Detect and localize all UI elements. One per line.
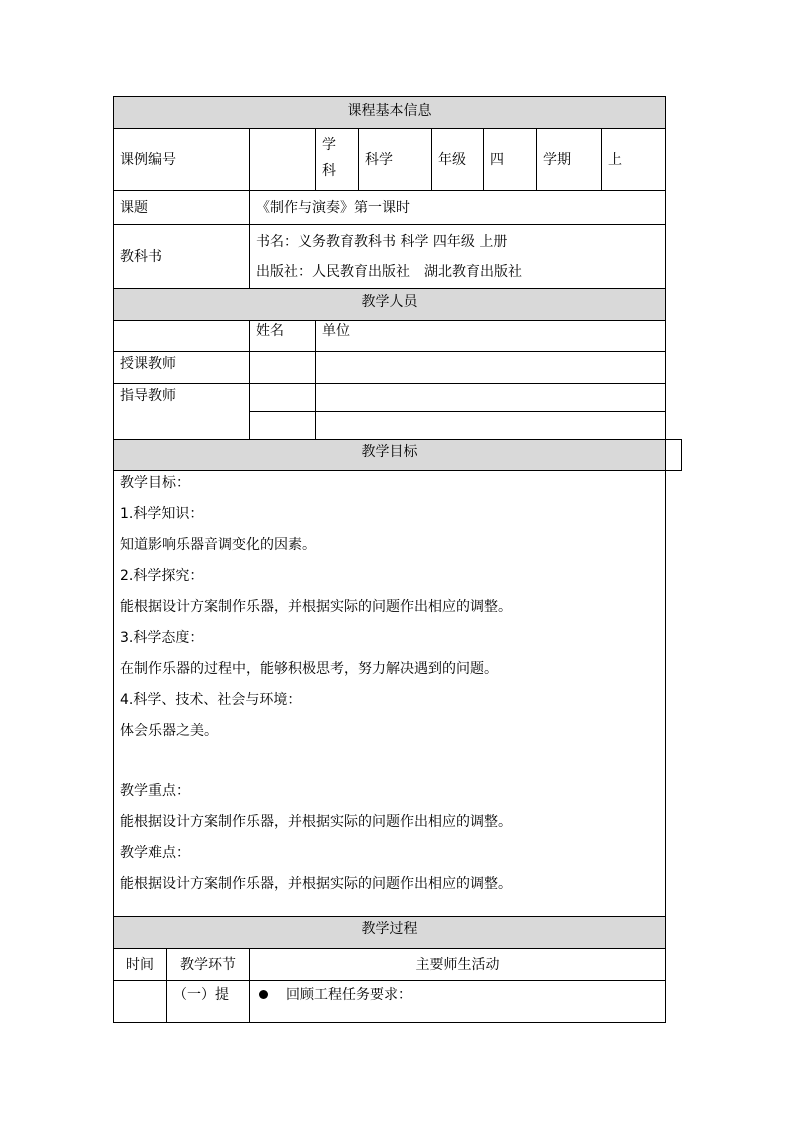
staff-corner-cell [113, 320, 250, 352]
process-header: 教学过程 [113, 916, 666, 949]
objective-inquiry-title: 2.科学探究： [120, 568, 204, 584]
row1-activity-text: 回顾工程任务要求： [286, 987, 412, 1003]
subject-label [315, 128, 359, 191]
objectives-intro: 教学目标： [120, 475, 190, 491]
mentor-unit-2 [315, 411, 666, 440]
objective-knowledge-text: 知道影响乐器音调变化的因素。 [120, 537, 316, 553]
mentor-name-2 [249, 411, 316, 440]
objective-attitude-title: 3.科学态度： [120, 630, 204, 646]
mentor-name-1 [249, 383, 316, 412]
textbook-label: 教科书 [113, 224, 250, 289]
objective-knowledge-title: 1.科学知识： [120, 506, 204, 522]
row1-stage: （一）提 [166, 980, 250, 1023]
difficulty-label: 教学难点： [120, 845, 190, 861]
mentor-label: 指导教师 [113, 383, 250, 440]
basic-info-header: 课程基本信息 [113, 96, 666, 129]
time-column-header: 时间 [113, 948, 167, 981]
unit-column-header: 单位 [315, 320, 666, 352]
objectives-header-overflow [665, 439, 682, 471]
row1-activity [249, 980, 666, 1023]
stage-column-header: 教学环节 [166, 948, 250, 981]
activity-column-header: 主要师生活动 [249, 948, 666, 981]
subject-label-text: 学科 [322, 137, 336, 179]
name-column-header: 姓名 [249, 320, 316, 352]
subject-value: 科学 [358, 128, 432, 191]
difficulty-text: 能根据设计方案制作乐器，并根据实际的问题作出相应的调整。 [120, 876, 512, 892]
teacher-unit [315, 351, 666, 384]
textbook-publisher: 出版社：人民教育出版社 湖北教育出版社 [256, 264, 522, 280]
key-point-text: 能根据设计方案制作乐器，并根据实际的问题作出相应的调整。 [120, 814, 512, 830]
staff-header: 教学人员 [113, 288, 666, 321]
grade-label: 年级 [431, 128, 484, 191]
topic-label: 课题 [113, 190, 250, 225]
textbook-name: 书名：义务教育教科书 科学 四年级 上册 [256, 234, 508, 250]
bullet-icon [259, 990, 268, 999]
objective-sts-text: 体会乐器之美。 [120, 723, 218, 739]
term-value: 上 [601, 128, 666, 191]
objective-inquiry-text: 能根据设计方案制作乐器，并根据实际的问题作出相应的调整。 [120, 599, 512, 615]
key-point-label: 教学重点： [120, 783, 190, 799]
topic-value: 《制作与演奏》第一课时 [249, 190, 666, 225]
grade-value: 四 [483, 128, 537, 191]
objective-attitude-text: 在制作乐器的过程中，能够积极思考，努力解决遇到的问题。 [120, 661, 498, 677]
textbook-info [249, 224, 666, 289]
course-code-value [249, 128, 316, 191]
objective-sts-title: 4.科学、技术、社会与环境： [120, 692, 302, 708]
objectives-header: 教学目标 [113, 439, 666, 471]
objectives-body [113, 470, 666, 917]
course-code-label: 课例编号 [113, 128, 250, 191]
teacher-name [249, 351, 316, 384]
mentor-unit-1 [315, 383, 666, 412]
term-label: 学期 [536, 128, 602, 191]
row1-time [113, 980, 167, 1023]
teacher-label: 授课教师 [113, 351, 250, 384]
